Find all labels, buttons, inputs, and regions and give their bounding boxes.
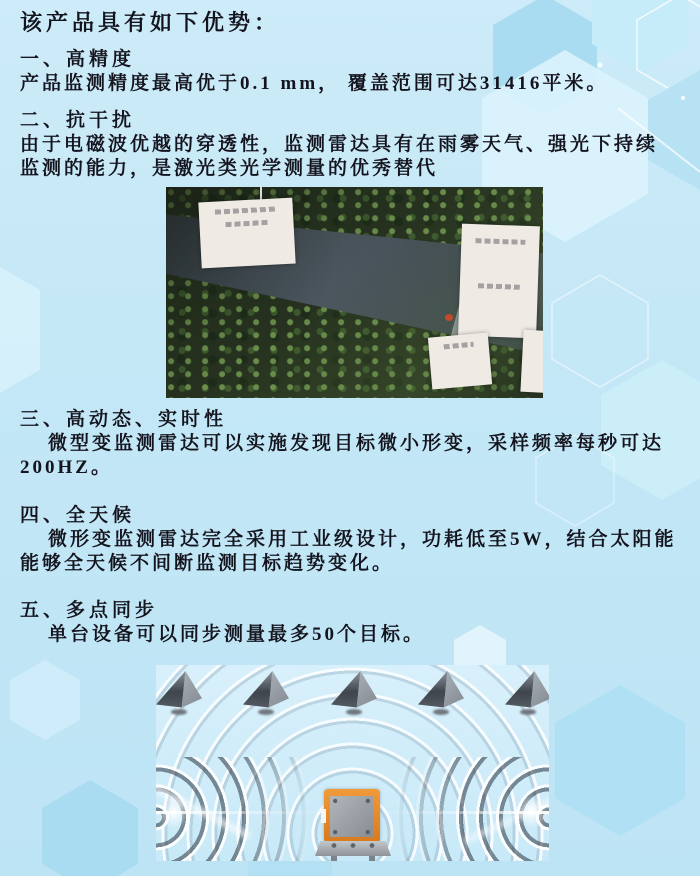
section-heading: 二、抗干扰	[20, 110, 136, 131]
target-base	[520, 709, 536, 715]
section-heading: 三、高动态、实时性	[20, 409, 228, 430]
annotation-label	[198, 198, 295, 269]
radar-wave-diagram	[156, 665, 549, 861]
section-text-line: 由于电磁波优越的穿透性，监测雷达具有在雨雾天气、强光下持续	[20, 134, 659, 155]
corner-reflector-target	[243, 671, 289, 709]
mount-leg	[369, 856, 375, 861]
radar-device-label	[321, 809, 326, 823]
radar-position-marker	[445, 314, 453, 321]
section-text-line: 产品监测精度最高优于0.1 mm， 覆盖范围可达31416平米。	[20, 73, 609, 94]
radar-device	[319, 787, 389, 859]
section-text-line: 监测的能力，是激光类光学测量的优秀替代	[20, 158, 439, 179]
corner-reflector-target	[418, 671, 464, 709]
section-all-weather	[20, 504, 690, 576]
corner-reflector-target	[505, 671, 549, 709]
label-handwriting	[443, 342, 473, 350]
section-text-line: 微形变监测雷达完全采用工业级设计，功耗低至5W，结合太阳能	[48, 529, 677, 550]
annotation-label	[520, 330, 543, 395]
target-base	[171, 709, 187, 715]
aerial-monitoring-photo	[166, 187, 543, 398]
radar-device-mount	[315, 841, 391, 856]
corner-reflector-target	[331, 671, 377, 709]
section-heading: 五、多点同步	[20, 600, 159, 621]
section-multipoint-sync	[20, 599, 690, 647]
mount-leg	[331, 856, 337, 861]
target-base	[258, 709, 274, 715]
section-anti-interference	[20, 109, 690, 181]
section-high-precision	[20, 48, 690, 96]
section-text-line: 能够全天候不间断监测目标趋势变化。	[20, 553, 395, 574]
section-heading: 四、全天候	[20, 505, 136, 526]
label-handwriting	[225, 220, 268, 227]
label-handwriting	[475, 238, 526, 245]
annotation-label	[458, 224, 540, 339]
page-title: 该产品具有如下优势：	[20, 10, 281, 35]
section-high-dynamic-realtime	[20, 408, 690, 480]
section-heading: 一、高精度	[20, 49, 136, 70]
radar-device-panel	[330, 796, 373, 837]
section-text-line: 200HZ。	[20, 457, 113, 478]
section-text-line: 单台设备可以同步测量最多50个目标。	[48, 624, 426, 645]
section-text-line: 微型变监测雷达可以实施发现目标微小形变，采样频率每秒可达	[48, 433, 665, 454]
label-handwriting	[477, 283, 520, 289]
label-handwriting	[215, 206, 276, 214]
target-base	[433, 709, 449, 715]
corner-reflector-target	[156, 671, 202, 709]
target-base	[346, 709, 362, 715]
annotation-label	[428, 332, 492, 389]
